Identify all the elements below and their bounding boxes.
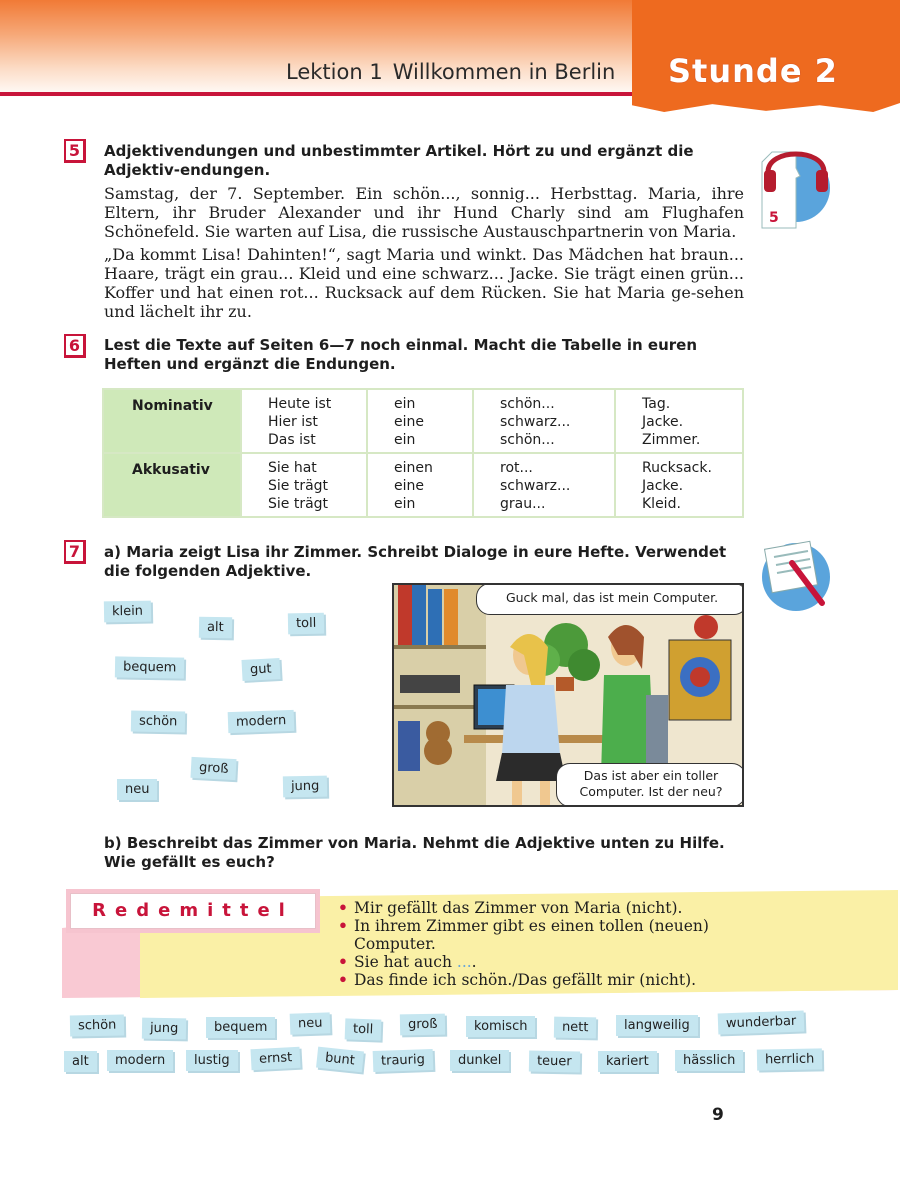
exercise-5-number: 5 — [64, 139, 86, 163]
word-card: nett — [554, 1017, 597, 1039]
exercise-5-heading: Adjektivendungen und unbestimmter Artikel. Hört zu und ergänzt die Adjektiv-endungen. — [104, 142, 694, 179]
comic-illustration — [392, 583, 744, 807]
exercise-5-paragraph-2: „Da kommt Lisa! Dahinten!“, sagt Maria und winkt. Das Mädchen hat braun... Haare, trägt ein grau... Kleid und eine schwarz... Jacke. Sie trägt einen grün... Koffer und hat einen rot... Rucksack auf dem Rücken. Sie hat Maria ge-sehen und lächelt ihr zu. — [104, 245, 744, 321]
word-card: ernst — [250, 1047, 300, 1071]
word-card: dunkel — [450, 1050, 509, 1071]
case-label: Akkusativ — [103, 453, 241, 517]
list-item: • Mir gefällt das Zimmer von Maria (nicht). — [338, 898, 683, 917]
exercise-5-paragraph-1: Samstag, der 7. September. Ein schön..., sonnig... Herbsttag. Maria, ihre Eltern, ihr Bruder Alexander und ihr Hund Charly sind am Flughafen Schönefeld. Sie warten auf Lisa, die russische Austauschpartnerin von Maria. — [104, 184, 744, 241]
adjective-card: bequem — [115, 656, 185, 678]
adjective-card: alt — [199, 617, 232, 639]
notepad-pen-icon — [752, 533, 832, 613]
list-item: • Das finde ich schön./Das gefällt mir (nicht). — [338, 970, 697, 989]
word-card: lustig — [186, 1050, 238, 1071]
word-card: jung — [142, 1018, 187, 1040]
lesson-number: Lektion 1 — [286, 60, 383, 84]
exercise-7a-heading: a) Maria zeigt Lisa ihr Zimmer. Schreibt Dialoge in eure Hefte. Verwendet die folgenden Adjektive. — [104, 543, 727, 580]
word-card: langweilig — [616, 1015, 698, 1036]
hour-label: Stunde 2 — [668, 52, 838, 90]
word-card: bunt — [316, 1047, 364, 1073]
word-card: wunderbar — [718, 1011, 805, 1035]
ellipsis-placeholder: ... — [456, 953, 472, 971]
word-card: neu — [290, 1012, 331, 1034]
word-card: herrlich — [757, 1048, 823, 1070]
adjective-card: neu — [117, 779, 157, 800]
word-card: bequem — [206, 1017, 275, 1038]
list-item: • In ihrem Zimmer gibt es einen tollen (neuen) Computer. — [338, 916, 709, 953]
lesson-title — [286, 60, 615, 84]
word-card: komisch — [466, 1016, 535, 1037]
adjective-card: schön — [131, 711, 186, 733]
word-card: kariert — [598, 1051, 657, 1072]
page-number: 9 — [712, 1105, 724, 1125]
headphones-icon[interactable] — [752, 138, 832, 238]
table-row-nominativ: Nominativ Heute ist Hier ist Das ist ein eine ein schön... schwarz... schön... Tag. Jacke. Zimmer. — [103, 389, 743, 453]
word-card: alt — [64, 1051, 97, 1072]
adjective-card: groß — [190, 757, 236, 780]
word-card: traurig — [373, 1049, 434, 1072]
adjective-card: modern — [228, 710, 295, 733]
speech-bubble-bottom: Das ist aber ein toller Computer. Ist der neu? — [556, 763, 744, 807]
exercise-6-heading: Lest die Texte auf Seiten 6—7 noch einmal. Macht die Tabelle in euren Heften und ergänzt die Endungen. — [104, 336, 698, 373]
word-card: modern — [107, 1050, 173, 1071]
header-rule — [0, 92, 640, 96]
table-row-akkusativ: Akkusativ Sie hat Sie trägt Sie trägt einen eine ein rot... schwarz... grau... Rucksack. Jacke. Kleid. — [103, 453, 743, 517]
list-item: • Sie hat auch .... — [338, 952, 477, 971]
adjective-card: toll — [288, 613, 325, 635]
redemittel-label: Redemittel — [92, 900, 294, 921]
endings-table — [102, 388, 744, 518]
word-card: teuer — [529, 1051, 580, 1073]
exercise-7b-heading: b) Beschreibt das Zimmer von Maria. Nehmt die Adjektive unten zu Hilfe. Wie gefällt es euch? — [104, 834, 725, 871]
adjective-card: klein — [104, 601, 151, 623]
word-card: toll — [345, 1018, 382, 1040]
word-card: schön — [70, 1015, 125, 1037]
exercise-7-number: 7 — [64, 540, 86, 564]
adjective-card: gut — [241, 658, 280, 681]
adjective-card: jung — [283, 776, 328, 798]
redemittel-list — [336, 899, 756, 989]
case-label: Nominativ — [103, 389, 241, 453]
audio-track-number: 5 — [769, 210, 779, 226]
word-card: groß — [400, 1014, 446, 1036]
exercise-6-number: 6 — [64, 334, 86, 358]
lesson-name: Willkommen in Berlin — [392, 60, 616, 84]
word-card: hässlich — [675, 1050, 743, 1071]
speech-bubble-top: Guck mal, das ist mein Computer. — [476, 583, 744, 615]
